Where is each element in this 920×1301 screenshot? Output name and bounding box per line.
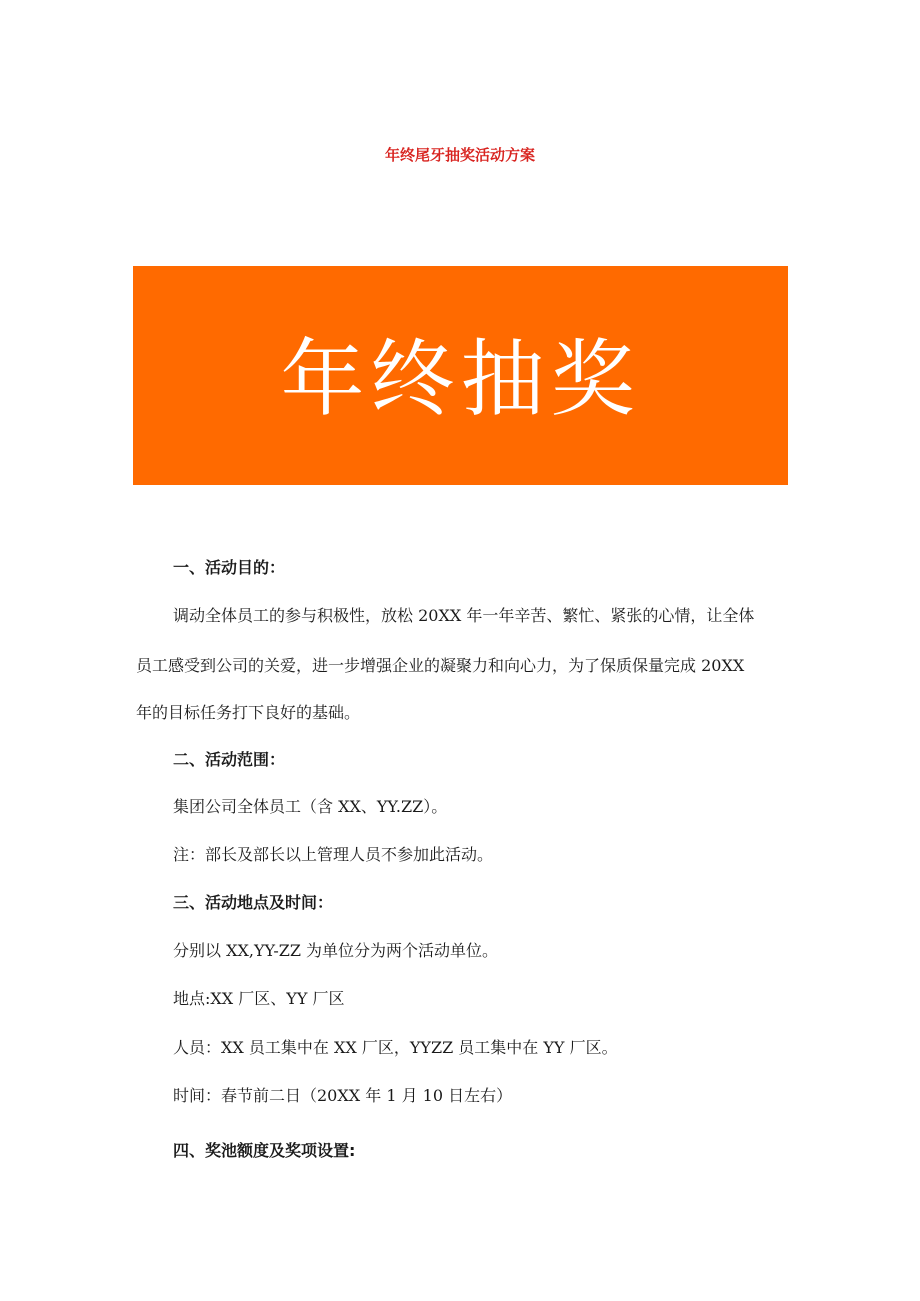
location-units: 分别以 XX,YY-ZZ 为单位分为两个活动单位。 xyxy=(173,941,499,960)
purpose-paragraph-line-1: 调动全体员工的参与积极性，放松 20XX 年一年辛苦、繁忙、紧张的心情，让全体 xyxy=(173,606,755,625)
year-end-lottery-banner xyxy=(133,266,788,485)
section-heading-purpose: 一、活动目的： xyxy=(173,558,286,577)
scope-participants: 集团公司全体员工（含 XX、YY.ZZ）。 xyxy=(173,797,448,816)
location-sites: 地点:XX 厂区、YY 厂区 xyxy=(173,989,345,1008)
section-heading-location-time: 三、活动地点及时间： xyxy=(173,893,334,912)
banner-text: 年终抽奖 xyxy=(280,329,641,428)
section-heading-scope: 二、活动范围： xyxy=(173,750,286,769)
location-personnel: 人员：XX 员工集中在 XX 厂区，YYZZ 员工集中在 YY 厂区。 xyxy=(173,1038,618,1057)
document-title: 年终尾牙抽奖活动方案 xyxy=(384,146,535,164)
scope-note: 注：部长及部长以上管理人员不参加此活动。 xyxy=(173,845,494,864)
section-heading-prize-pool: 四、奖池额度及奖项设置: xyxy=(173,1141,356,1160)
purpose-paragraph-line-3: 年的目标任务打下良好的基础。 xyxy=(136,703,361,722)
event-time: 时间：春节前二日（20XX 年 1 月 10 日左右） xyxy=(173,1086,513,1105)
purpose-paragraph-line-2: 员工感受到公司的关爱，进一步增强企业的凝聚力和向心力，为了保质保量完成 20XX xyxy=(136,656,745,675)
